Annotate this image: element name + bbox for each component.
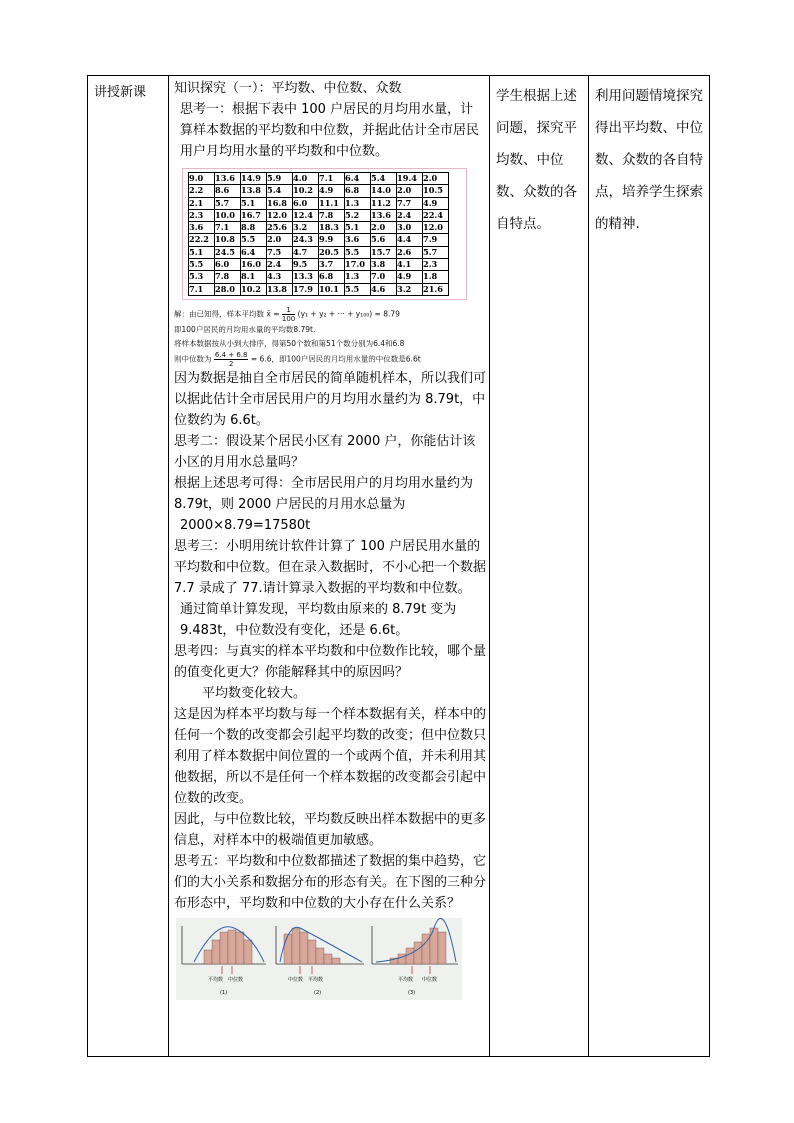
- data-cell: 7.7: [397, 197, 423, 209]
- data-cell: 2.2: [189, 185, 215, 197]
- think-three: 思考三：小明用统计软件计算了 100 户居民用水量的平均数和中位数。但在录入数据时，不小心把一个数据 7.7 录成了 77.请计算录入数据的平均数和中位数。: [174, 538, 487, 596]
- data-cell: 6.0: [293, 197, 319, 209]
- data-cell: 14.9: [241, 173, 267, 185]
- data-cell: 9.9: [319, 234, 345, 246]
- data-cell: 3.0: [397, 222, 423, 234]
- data-cell: 5.3: [189, 271, 215, 283]
- data-cell: 12.0: [423, 222, 449, 234]
- data-cell: 17.9: [293, 283, 319, 295]
- chart3-label-a: 平均数: [398, 976, 414, 983]
- data-cell: 6.4: [241, 246, 267, 258]
- data-cell: 4.7: [293, 246, 319, 258]
- chart2-label-a: 中位数: [288, 976, 304, 983]
- data-cell: 5.9: [267, 173, 293, 185]
- data-cell: 7.8: [215, 271, 241, 283]
- data-cell: 14.0: [371, 185, 397, 197]
- data-cell: 9.0: [189, 173, 215, 185]
- solution-line-mean: 解：由已知得，样本平均数 x̄ = $\frac{1}{100}$ (y₁ + y₂ + ··· + y₁₀₀) = 8.79: [174, 305, 400, 323]
- data-cell: 4.4: [397, 234, 423, 246]
- data-cell: 17.0: [345, 259, 371, 271]
- data-cell: 6.4: [345, 173, 371, 185]
- lesson-table: [87, 75, 710, 1057]
- chart2-number: (2): [314, 989, 322, 996]
- row-label-cell: [88, 76, 169, 1057]
- data-cell: 5.5: [345, 283, 371, 295]
- data-row: [189, 173, 449, 185]
- data-cell: 5.5: [345, 246, 371, 258]
- data-cell: 10.0: [215, 209, 241, 221]
- data-cell: 2.4: [397, 209, 423, 221]
- data-cell: 3.2: [397, 283, 423, 295]
- data-cell: 22.2: [189, 234, 215, 246]
- data-cell: 7.8: [319, 209, 345, 221]
- data-cell: 2.4: [267, 259, 293, 271]
- data-cell: 7.5: [267, 246, 293, 258]
- data-row: [189, 222, 449, 234]
- data-cell: 4.1: [397, 259, 423, 271]
- data-cell: 11.1: [319, 197, 345, 209]
- data-cell: 19.4: [397, 173, 423, 185]
- data-cell: 5.1: [189, 246, 215, 258]
- data-cell: 16.8: [267, 197, 293, 209]
- data-cell: 10.1: [319, 283, 345, 295]
- data-cell: 13.6: [215, 173, 241, 185]
- data-cell: 5.2: [345, 209, 371, 221]
- data-cell: 15.7: [371, 246, 397, 258]
- data-cell: 2.0: [267, 234, 293, 246]
- data-cell: 10.2: [293, 185, 319, 197]
- data-cell: 2.3: [423, 259, 449, 271]
- data-cell: 5.1: [345, 222, 371, 234]
- chart1-label-a: 平均数: [208, 976, 224, 983]
- data-cell: 25.6: [267, 222, 293, 234]
- data-row: [189, 234, 449, 246]
- data-cell: 2.1: [189, 197, 215, 209]
- data-cell: 21.6: [423, 283, 449, 295]
- data-cell: 5.7: [423, 246, 449, 258]
- think-two: 思考二：假设某个居民小区有 2000 户，你能估计该小区的月用水总量吗？: [174, 433, 476, 470]
- data-cell: 3.8: [371, 259, 397, 271]
- data-cell: 4.9: [319, 185, 345, 197]
- data-cell: 4.6: [371, 283, 397, 295]
- data-cell: 12.4: [293, 209, 319, 221]
- data-cell: 2.0: [423, 173, 449, 185]
- chart3-number: (3): [408, 989, 416, 996]
- solution-line-median: 则中位数为 $\frac{6.4 + 6.8}{2}$ = 6.6，即100户居民的月均用水量的中位数是6.6t: [174, 350, 421, 368]
- chart1-label-b: 中位数: [228, 976, 244, 983]
- data-row: [189, 185, 449, 197]
- data-cell: 20.5: [319, 246, 345, 258]
- design-intent: 利用问题情境探究得出平均数、中位数、众数的各自特点，培养学生探索的精神.: [595, 88, 703, 232]
- paragraph-recalc: 通过简单计算发现，平均数由原来的 8.79t 变为 9.483t，中位数没有变化，还是 6.6t。: [180, 601, 457, 638]
- data-cell: 2.0: [371, 222, 397, 234]
- data-cell: 5.6: [371, 234, 397, 246]
- data-row: [189, 209, 449, 221]
- distribution-figure: [176, 918, 486, 1004]
- distribution-shapes-image: [176, 918, 462, 1000]
- chart3-label-b: 中位数: [422, 976, 438, 983]
- data-cell: 5.1: [241, 197, 267, 209]
- data-cell: 18.3: [319, 222, 345, 234]
- data-cell: 2.0: [397, 185, 423, 197]
- data-cell: 9.5: [293, 259, 319, 271]
- data-cell: 24.5: [215, 246, 241, 258]
- data-cell: 2.6: [397, 246, 423, 258]
- data-cell: 4.9: [397, 271, 423, 283]
- chart2-label-b: 平均数: [308, 976, 324, 983]
- data-cell: 3.7: [319, 259, 345, 271]
- data-cell: 24.3: [293, 234, 319, 246]
- data-row: [189, 259, 449, 271]
- data-cell: 5.5: [189, 259, 215, 271]
- data-cell: 10.8: [215, 234, 241, 246]
- data-cell: 16.7: [241, 209, 267, 221]
- data-cell: 6.0: [215, 259, 241, 271]
- data-cell: 1.8: [423, 271, 449, 283]
- data-cell: 28.0: [215, 283, 241, 295]
- paragraph-estimate: 因为数据是抽自全市居民的简单随机样本，所以我们可以据此估计全市居民用户的月均用水量约为 8.79t，中位数约为 6.6t。: [174, 370, 487, 428]
- data-cell: 7.9: [423, 234, 449, 246]
- think-one: 思考一：根据下表中 100 户居民的月均用水量，计算样本数据的平均数和中位数，并据此估计全市居民用户月均用水量的平均数和中位数。: [180, 102, 480, 159]
- data-row: [189, 246, 449, 258]
- data-cell: 7.1: [319, 173, 345, 185]
- think-four: 思考四：与真实的样本平均数和中位数作比较，哪个量的值变化更大？你能解释其中的原因吗？: [174, 643, 487, 680]
- data-cell: 16.0: [241, 259, 267, 271]
- data-cell: 11.2: [371, 197, 397, 209]
- data-cell: 5.7: [215, 197, 241, 209]
- data-cell: 7.0: [371, 271, 397, 283]
- water-usage-data-table: [182, 168, 467, 300]
- solution-block: [174, 306, 486, 368]
- data-cell: 4.0: [293, 173, 319, 185]
- design-intent-cell: [589, 76, 710, 1057]
- solution-line-mean-result: 即100户居民的月均用水量的平均数8.79t.: [174, 324, 316, 334]
- data-cell: 3.2: [293, 222, 319, 234]
- data-cell: 4.9: [423, 197, 449, 209]
- data-cell: 6.8: [319, 271, 345, 283]
- solution-line-sort: 将样本数据按从小到大排序，得第50个数和第51个数分别为6.4和6.8: [174, 338, 405, 348]
- data-cell: 10.5: [423, 185, 449, 197]
- data-cell: 13.3: [293, 271, 319, 283]
- think-five: 思考五：平均数和中位数都描述了数据的集中趋势，它们的大小关系和数据分布的形态有关。在下图的三种分布形态中，平均数和中位数的大小存在什么关系？: [174, 853, 487, 911]
- data-cell: 1.3: [345, 271, 371, 283]
- student-activity-cell: [490, 76, 589, 1057]
- data-cell: 10.2: [241, 283, 267, 295]
- data-cell: 1.3: [345, 197, 371, 209]
- data-row: [189, 271, 449, 283]
- section-title: 知识探究（一）：平均数、中位数、众数: [174, 81, 402, 96]
- data-cell: 13.6: [371, 209, 397, 221]
- data-cell: 3.6: [345, 234, 371, 246]
- data-cell: 8.8: [241, 222, 267, 234]
- row-label: 讲授新课: [94, 85, 147, 100]
- data-cell: 5.5: [241, 234, 267, 246]
- answer-four: 平均数变化较大。: [202, 685, 307, 701]
- student-activity: 学生根据上述问题，探究平均数、中位数、众数的各自特点。: [496, 88, 577, 232]
- paragraph-conclusion: 因此，与中位数比较，平均数反映出样本数据中的更多信息，对样本中的极端值更加敏感。: [174, 811, 487, 848]
- paragraph-reason: 这是因为样本平均数与每一个样本数据有关，样本中的任何一个数的改变都会引起平均数的改变；但中位数只利用了样本数据中间位置的一个或两个值，并未利用其他数据，所以不是任何一个样本数据的改变都会引起中位数的改变。: [174, 706, 487, 806]
- data-cell: 2.3: [189, 209, 215, 221]
- chart1-number: (1): [220, 989, 228, 996]
- data-cell: 8.6: [215, 185, 241, 197]
- data-cell: 5.4: [371, 173, 397, 185]
- data-cell: 12.0: [267, 209, 293, 221]
- data-grid: [188, 172, 449, 296]
- data-cell: 5.4: [267, 185, 293, 197]
- data-cell: 22.4: [423, 209, 449, 221]
- data-cell: 8.1: [241, 271, 267, 283]
- data-cell: 3.6: [189, 222, 215, 234]
- data-cell: 7.1: [189, 283, 215, 295]
- total-calculation: 2000×8.79=17580t: [180, 517, 311, 533]
- data-row: [189, 283, 449, 295]
- data-row: [189, 197, 449, 209]
- data-cell: 4.3: [267, 271, 293, 283]
- data-cell: 6.8: [345, 185, 371, 197]
- data-cell: 13.8: [241, 185, 267, 197]
- content-cell: [169, 76, 490, 1057]
- data-cell: 13.8: [267, 283, 293, 295]
- data-cell: 7.1: [215, 222, 241, 234]
- paragraph-total: 根据上述思考可得：全市居民用户的月均用水量约为 8.79t，则 2000 户居民的月用水总量为: [174, 475, 474, 512]
- lesson-row: [88, 76, 710, 1057]
